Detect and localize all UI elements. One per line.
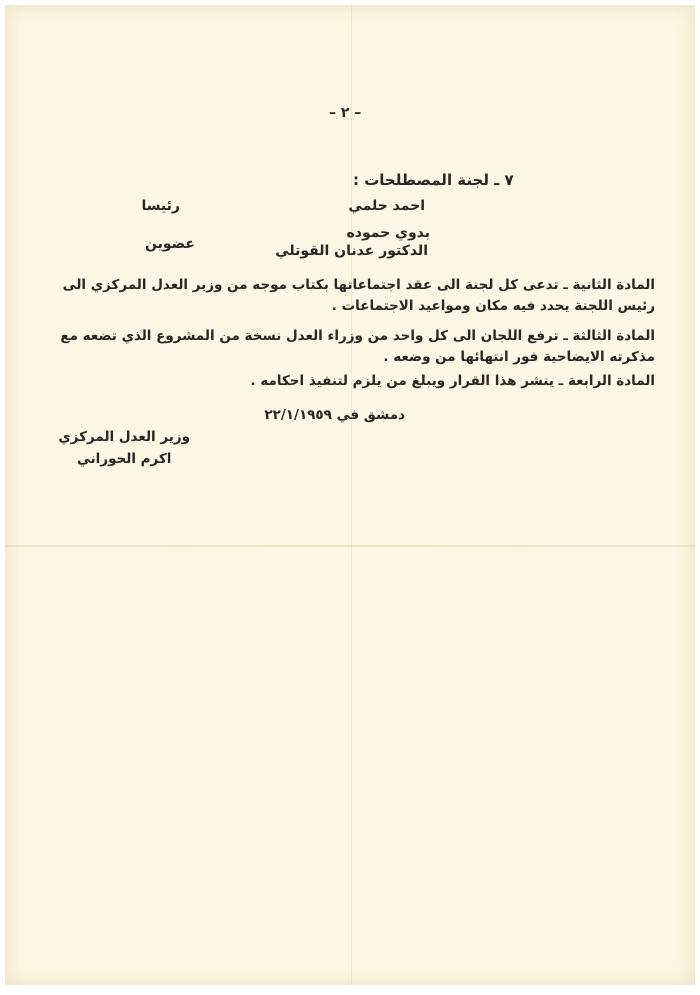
date-line: دمشق في ٢٢/١/١٩٥٩ [264, 407, 405, 423]
article-three: المادة الثالثة ـ ترفع اللجان الى كل واحد من وزراء العدل نسخة من المشروع الذي تضعه مع مذكرته الايضاحية فور انتهائها من وضعه . [60, 328, 655, 365]
signature-name: اكرم الحوراني [76, 451, 172, 467]
article-two: المادة الثانية ـ تدعى كل لجنة الى عقد اجتماعاتها بكتاب موجه من وزير العدل المركزي الى رئيس اللجنة يحدد فيه مكان ومواعيد الاجتماعات . [62, 277, 655, 314]
member-role: رئيسا [141, 198, 180, 214]
article-four: المادة الرابعة ـ ينشر هذا القرار ويبلغ من يلزم لتنفيذ احكامه . [250, 373, 655, 389]
document-page [5, 5, 695, 985]
signature-block [58, 426, 190, 470]
member-name: الدكتور عدنان القوتلي [275, 243, 428, 259]
member-name: بدوي حموده [346, 225, 430, 241]
page-number: – ٢ – [329, 105, 362, 121]
committee-heading: ٧ ـ لجنة المصطلحات : [353, 171, 514, 189]
fold-crease-horizontal [5, 545, 695, 547]
members-group-role: عضوين [145, 236, 195, 252]
member-name: احمد حلمي [348, 198, 425, 214]
fold-crease-vertical [351, 5, 352, 985]
signature-title: وزير العدل المركزي [58, 429, 190, 445]
